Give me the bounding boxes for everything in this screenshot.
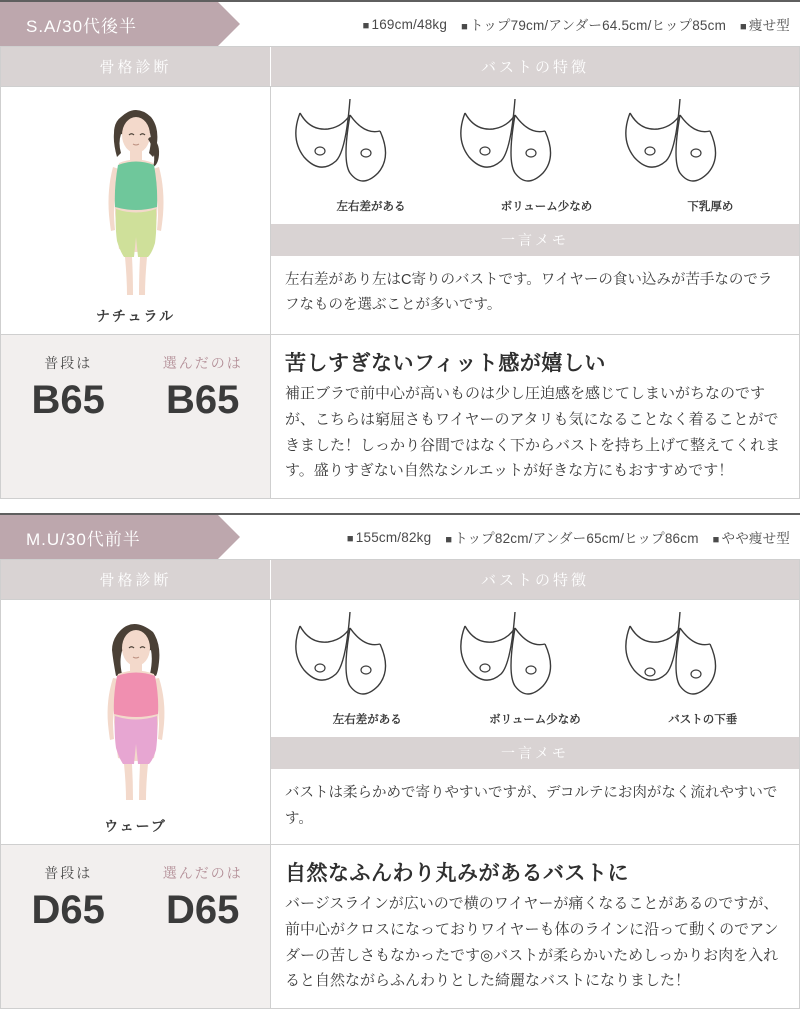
chosen-size-label: 選んだのは [162, 355, 243, 371]
review-block-2 [0, 513, 800, 1009]
comment-text: 補正ブラで前中心が高いものは少し圧迫感を感じてしまいがちなのですが、こちらは窮屈さもワイヤーのアタリも気になることなく着ることができました！しっかり谷間ではなく下からバストを持ち上げて整えてくれます。盛りすぎない自然なシルエットが好きな方にもおすすめです！ [285, 385, 781, 480]
square-bullet-icon: ■ [461, 21, 468, 33]
reviewer-specs [218, 2, 800, 46]
spec-text: トップ82cm/アンダー65cm/ヒップ86cm [454, 531, 699, 547]
usual-size-label: 普段は [44, 864, 93, 881]
usual-size-box [1, 335, 136, 498]
square-bullet-icon: ■ [346, 532, 354, 545]
bust-label: ボリューム少なめ [500, 201, 593, 213]
body-row [0, 599, 800, 845]
memo-header: 一言メモ [271, 224, 799, 256]
column-header-bust: バストの特徴 [271, 47, 799, 86]
spec-item [363, 17, 447, 32]
reviewer-name: M.U/30代前半 [0, 515, 218, 559]
comment-title: 自然なふんわり丸みがあるバストに [285, 861, 629, 885]
size-cell [1, 335, 271, 498]
bust-cell [271, 87, 799, 334]
bust-cell [271, 600, 799, 844]
square-bullet-icon: ■ [712, 534, 720, 547]
bust-feature-labels [271, 711, 799, 737]
chosen-size-box [136, 335, 271, 498]
figure-caption: ナチュラル [95, 308, 176, 324]
bust-label: 左右差がある [336, 201, 406, 213]
figure-cell [1, 600, 271, 844]
chosen-size-value: D65 [166, 887, 240, 932]
review-header [0, 515, 800, 559]
column-header-bust: バストの特徴 [271, 560, 799, 599]
spec-item [740, 14, 790, 34]
usual-size-value: B65 [31, 378, 105, 422]
spec-item [713, 527, 790, 547]
figure-caption: ウェーブ [104, 817, 167, 834]
usual-size-label: 普段は [44, 355, 93, 371]
memo-text: 左右差があり左はC寄りのバストです。ワイヤーの食い込みが苦手なのでラフなものを選ぶことが多いです。 [285, 272, 773, 314]
size-and-comment-row [0, 845, 800, 1009]
column-header-skeleton: 骨格診断 [1, 47, 271, 86]
size-and-comment-row [0, 335, 800, 499]
square-bullet-icon: ■ [740, 21, 747, 33]
bust-label: バストの下垂 [668, 714, 738, 727]
figure-cell [1, 87, 271, 334]
bust-illustrations [271, 600, 799, 711]
comment-text: バージスラインが広いので横のワイヤーが痛くなることがあるのですが、前中心がクロスになっておりワイヤーも体のラインに沿って動くのでアンダーの苦しさもなかったです◎バストが柔らかいためしっかりお肉を入れると自然ながらふんわりとした綺麗なバストになりました！ [285, 894, 779, 990]
column-headers [0, 559, 800, 599]
bust-label: 下乳厚め [687, 201, 734, 213]
comment-title: 苦しすぎないフィット感が嬉しい [285, 352, 606, 375]
bust-illustrations [271, 87, 799, 198]
spec-item [461, 14, 726, 34]
spec-text: 169cm/48kg [371, 16, 448, 32]
comment-cell [271, 845, 799, 1008]
body-row [0, 86, 800, 335]
body-figure-illustration [61, 610, 211, 805]
bust-shape-diagram [271, 99, 799, 194]
bust-feature-labels [271, 198, 799, 224]
reviewer-name: S.A/30代後半 [0, 2, 218, 46]
bust-label: ボリューム少なめ [489, 714, 581, 727]
usual-size-value: D65 [31, 887, 105, 932]
square-bullet-icon: ■ [362, 19, 370, 32]
size-cell [1, 845, 271, 1008]
spec-item [347, 530, 431, 545]
chosen-size-box [136, 845, 271, 1008]
reviewer-specs [218, 515, 800, 559]
spec-text: やや痩せ型 [721, 531, 790, 547]
column-headers [0, 46, 800, 86]
memo-text: バストは柔らかめで寄りやすいですが、デコルテにお肉がなく流れやすいです。 [285, 785, 778, 827]
review-header [0, 2, 800, 46]
spec-item [445, 527, 698, 547]
bust-shape-diagram [271, 612, 799, 707]
body-figure-illustration [61, 97, 211, 302]
spec-text: 痩せ型 [748, 18, 790, 33]
memo-header: 一言メモ [271, 737, 799, 769]
comment-cell [271, 335, 799, 498]
review-block-1 [0, 0, 800, 499]
spec-text: 155cm/82kg [355, 529, 432, 545]
bust-label: 左右差がある [332, 714, 402, 727]
column-header-skeleton: 骨格診断 [1, 560, 271, 599]
chosen-size-value: B65 [166, 378, 240, 422]
spec-text: トップ79cm/アンダー64.5cm/ヒップ85cm [469, 18, 727, 33]
square-bullet-icon: ■ [445, 534, 453, 547]
usual-size-box [1, 845, 136, 1008]
chosen-size-label: 選んだのは [162, 864, 243, 881]
